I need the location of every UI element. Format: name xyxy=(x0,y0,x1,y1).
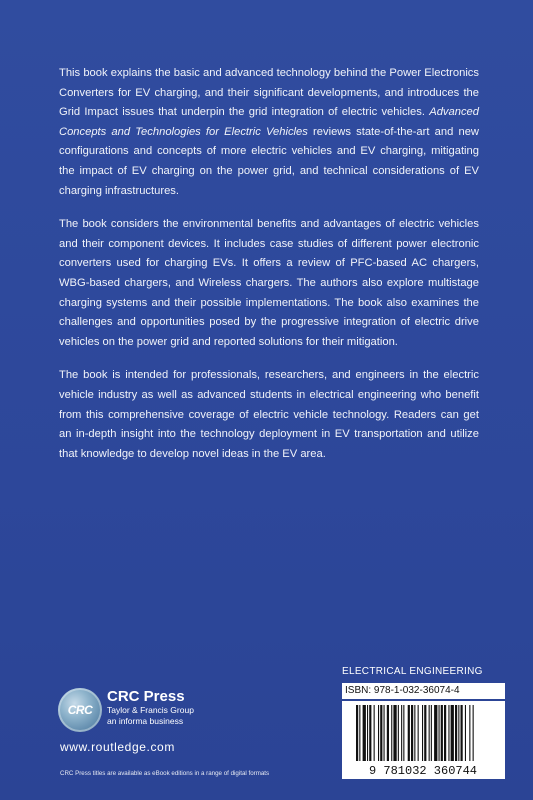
barcode-bar xyxy=(378,705,379,761)
isbn-label: ISBN: 978-1-032-36074-4 xyxy=(342,683,505,699)
barcode-bar xyxy=(408,705,410,761)
barcode-bar xyxy=(374,705,375,761)
logo-lettering: CRC xyxy=(67,703,93,717)
barcode xyxy=(342,701,505,779)
barcode-bar xyxy=(465,705,466,761)
barcode-bar xyxy=(434,705,437,761)
barcode-bar xyxy=(384,705,385,761)
barcode-bar xyxy=(473,705,474,761)
barcode-bar xyxy=(359,705,360,761)
blurb-paragraph-1 xyxy=(59,64,479,201)
barcode-bar xyxy=(414,705,415,761)
publisher-group: Taylor & Francis Group xyxy=(107,705,194,715)
barcode-bar xyxy=(391,705,392,761)
barcode-bar xyxy=(455,705,457,761)
barcode-bar xyxy=(431,705,432,761)
barcode-bar xyxy=(451,705,454,761)
barcode-bar xyxy=(469,705,470,761)
blurb-p1-end: reviews state-of-the-art and new configurations and concepts of more electric vehicles and EV charging, mitigating the impact of EV charging on the power grid, and technical considerations of EV charging infrastructures. xyxy=(59,125,480,197)
blurb-paragraph-3: The book is intended for professionals, researchers, and engineers in the electric vehicle industry as well as advanced students in electrical engineering who benefit from this comprehensive coverage of electric vehicle technology. Readers can get an in-depth insight into the technology deployment in EV transportation and utilize that knowledge to develop novel ideas in the EV area. xyxy=(59,369,479,460)
barcode-digits: 9 781032 360744 xyxy=(368,764,478,778)
barcode-bar xyxy=(418,705,419,761)
barcode-graphic xyxy=(342,701,505,779)
ebook-footnote: CRC Press titles are available as eBook editions in a range of digital formats xyxy=(60,770,270,777)
book-title-italic: Advanced Concepts and Technologies for Electric Vehicles xyxy=(59,106,479,138)
barcode-bar xyxy=(401,705,402,761)
barcode-bar xyxy=(356,705,358,761)
barcode-bar xyxy=(369,705,371,761)
barcode-bar xyxy=(393,705,396,761)
barcode-bar xyxy=(441,705,443,761)
barcode-bar xyxy=(448,705,449,761)
barcode-bar xyxy=(363,705,366,761)
barcode-bar xyxy=(439,705,440,761)
barcode-bar xyxy=(387,705,389,761)
blurb-text xyxy=(59,64,479,478)
barcode-bar xyxy=(398,705,399,761)
isbn-block xyxy=(342,665,505,779)
publisher-name: CRC Press xyxy=(107,688,185,705)
barcode-bar xyxy=(458,705,459,761)
publisher-brand xyxy=(107,688,194,727)
barcode-bar xyxy=(380,705,382,761)
publisher-website: www.routledge.com xyxy=(60,740,175,754)
barcode-bar xyxy=(444,705,446,761)
barcode-bar xyxy=(461,705,463,761)
blurb-p1-start: This book explains the basic and advanced technology behind the Power Electronics Converters for EV charging, and their significant developments, and introduces the Grid Impact issues that underpin the grid integration of electric vehicles. xyxy=(59,67,479,119)
publisher-tagline: an informa business xyxy=(107,716,184,726)
barcode-bar xyxy=(403,705,404,761)
barcode-bar xyxy=(411,705,413,761)
subject-category: ELECTRICAL ENGINEERING xyxy=(342,666,483,677)
crc-press-logo-icon xyxy=(58,688,102,732)
barcode-bar xyxy=(422,705,423,761)
barcode-bar xyxy=(429,705,430,761)
blurb-paragraph-2: The book considers the environmental benefits and advantages of electric vehicles and their component devices. It includes case studies of different power electronic converters used for charging EVs. It offers a review of PFC-based AC chargers, WBG-based chargers, and Wireless chargers. The authors also explore multistage charging systems and their possible implementations. The book also examines the challenges and opportunities posed by the progressive integration of electric drive vehicles on the power grid and reported solutions for their mitigation. xyxy=(59,218,479,348)
barcode-bar xyxy=(424,705,426,761)
barcode-bar xyxy=(367,705,368,761)
